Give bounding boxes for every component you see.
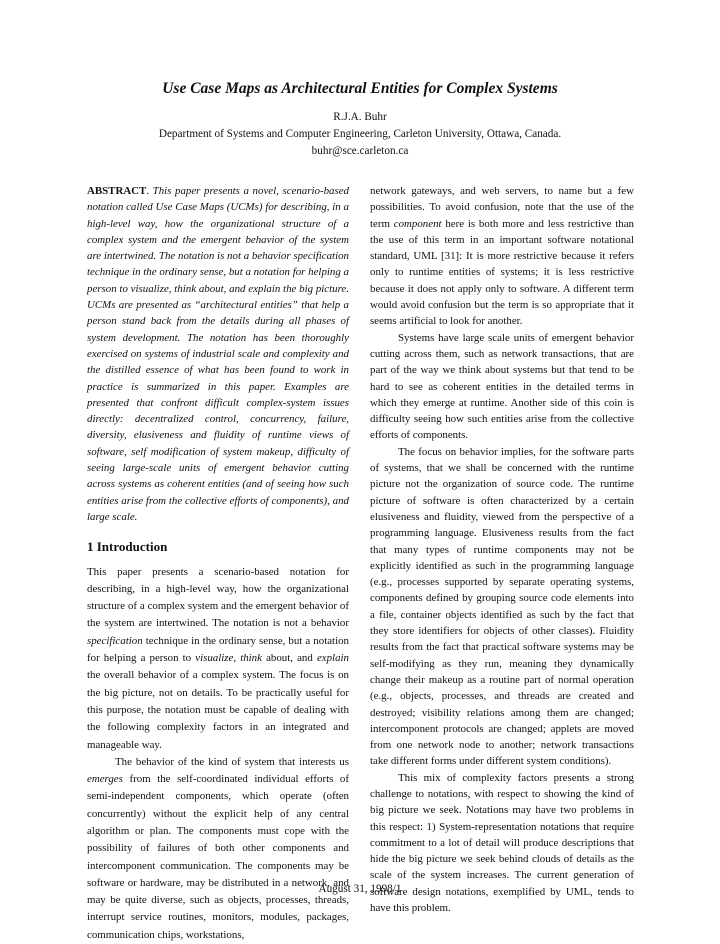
- right-paragraph-4: This mix of complexity factors presents a strong challenge to notations, with respect to showing the kind of big picture we seek. Notations may have two problems in this respect: 1) System-representation notations that require commitment to a lot of detail will produce descriptions that hide the big picture we seek behind clouds of details as the scale of the system increases. The current generation of software design notations, exemplified by UML, tends to have this problem.: [370, 771, 634, 915]
- right-p1-text-b: here is both more and less restrictive than the use of this term in an important software notational standard, UML [31]: It is more restrictive because it refers only to runtime entities of systems; it is less restrictive because it does not apply only to software. A different term would avoid confusion but the term is so appropriate that it seems artificial to look for another.: [370, 217, 634, 328]
- page-footer: August 31, 1998/1: [318, 883, 402, 895]
- right-paragraph-2: Systems have large scale units of emergent behavior cutting across them, such as network transactions, that are part of the way we think about systems but that tend to be hard to see as coherent entities in the detailed terms in which they emerge at runtime. Another side of this coin is difficulty seeing how such entities arise from the collective efforts of components.: [370, 331, 634, 442]
- abstract-heading: ABSTRACT: [87, 185, 147, 197]
- intro-p1-text-d: about, and: [261, 652, 317, 665]
- right-paragraph-1: [370, 183, 634, 330]
- paper-title: Use Case Maps as Architectural Entities for Complex Systems: [162, 80, 558, 97]
- intro-p1-emphasis-think: think: [240, 652, 262, 665]
- intro-p1-emphasis-explain: explain: [316, 652, 349, 665]
- intro-p1-text-b: technique in the ordinary sense, but a notation for helping a person to: [87, 634, 349, 665]
- intro-p2-text-b: from the self-coordinated individual efforts of semi-independent components, which operate (often concurrently) without the explicit help of any central algorithm or plan. The components must cope with the possibility of failures of both other components and intercomponent communication. The components may be software or hardware, may be distributed in a network, and may be quite diverse, such as objects, processes, threads, interrupt service routines, monitors, modules, packages, communication chips, workstations,: [87, 773, 349, 941]
- intro-p1-text-e: the overall behavior of a complex system. The focus is on the big picture, not on details. To be practically useful for this purpose, the notation must be capable of dealing with the following complexity factors in an integrated and manageable way.: [87, 669, 349, 751]
- abstract-paragraph: [87, 183, 349, 525]
- intro-p1-text-a: This paper presents a scenario-based notation for describing, in a high-level way, how the organizational structure of a complex system and the emergent behavior of the system are intertwined. The notation is not a behavior: [87, 565, 349, 630]
- intro-p2-emphasis-emerges: emerges: [87, 773, 123, 786]
- author-name: R.J.A. Buhr: [333, 111, 387, 123]
- intro-paragraph-1: [87, 564, 349, 754]
- intro-p1-emphasis-specification: specification: [87, 634, 143, 647]
- right-p1-text-a: network gateways, and web servers, to name but a few possibilities. To avoid confusion, note that the use of the term: [370, 185, 634, 230]
- abstract-heading-dot: .: [146, 185, 150, 197]
- section-heading-introduction: 1 Introduction: [87, 539, 168, 555]
- right-column: [370, 183, 634, 916]
- author-affiliation: Department of Systems and Computer Engineering, Carleton University, Ottawa, Canada.: [158, 128, 562, 140]
- intro-p1-text-c: ,: [233, 652, 241, 665]
- intro-p2-text-a: The behavior of the kind of system that interests us: [115, 755, 349, 768]
- abstract-text: This paper presents a novel, scenario-based notation called Use Case Maps (UCMs) for describing, in a high-level way, how the organizational structure of a complex system and the emergent behavior of the system are intertwined. The notation is not a behavior specification technique in the ordinary sense, but a notation for helping a person to visualize, think about, and explain the big picture. UCMs are presented as “architectural entities” that help a person stand back from the details during all phases of system development. The notation has been thoroughly exercised on systems of industrial scale and complexity and the distilled essence of what has been found to work in practice is summarized in this paper. Examples are presented that confront difficult complex-system issues directly: decentralized control, concurrency, failure, diversity, elusiveness and fluidity of runtime views of software, self modification of system makeup, difficulty of seeing large-scale units of emergent behavior cutting across systems as coherent entities (and of seeing how such entities arise from the collective efforts of components), and large scale.: [87, 185, 349, 523]
- intro-paragraph-2: [87, 754, 349, 944]
- right-p1-emphasis-component: component: [393, 217, 442, 230]
- intro-p1-emphasis-visualize: visualize: [195, 652, 234, 665]
- left-column: [87, 183, 349, 944]
- right-paragraph-3: The focus on behavior implies, for the software parts of systems, that we shall be concerned with the runtime picture not the organization of source code. The runtime picture of software is often characterized by a certain elusiveness and fluidity, viewed from the perspective of a programming language. Elusiveness results from the fact that many types of runtime components may not be explicitly identified as such in the programming language (e.g., processes supported by separate operating systems, components defined by grouping source code elements into a file, container objects identified as such by the fact that they store identifiers for objects of other classes). Fluidity results from the fact that practical software systems may be self-modifying as they run, meaning they dynamically change their makeup as a routine part of normal operation (e.g., objects, processes, and threads are created and destroyed; visibility relations among them are changed; intercomponent protocols are changed; applets are moved from one network node to another; network transactions take different forms under different system conditions).: [370, 445, 634, 768]
- author-email: buhr@sce.carleton.ca: [311, 145, 409, 157]
